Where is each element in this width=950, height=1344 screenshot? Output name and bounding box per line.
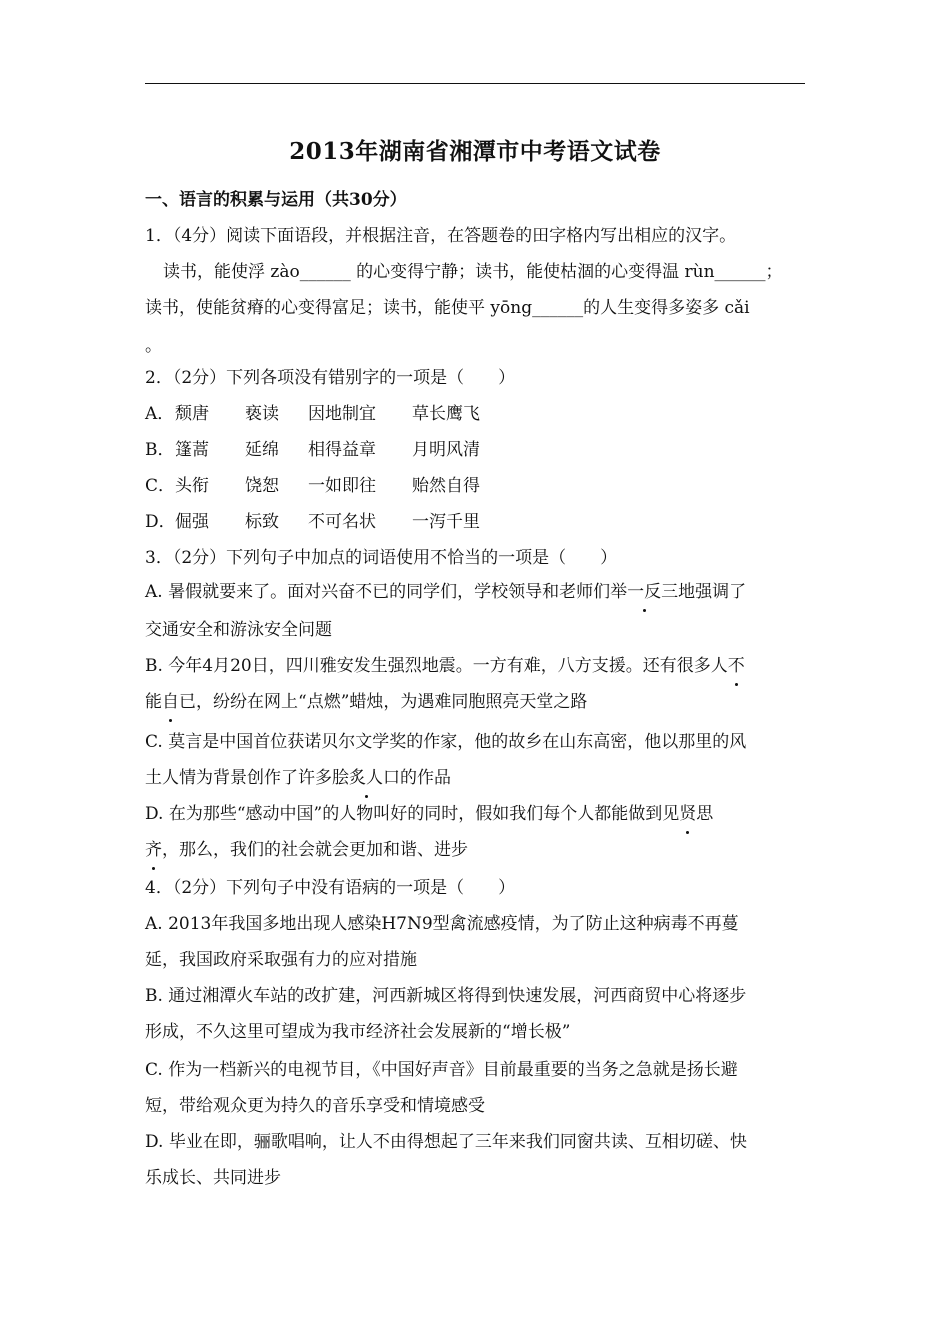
option-word: 不可名状 — [308, 512, 376, 532]
option-word: 延绵 — [245, 440, 279, 460]
top-rule — [145, 83, 805, 84]
q3-option-b-line2 — [145, 690, 587, 714]
option-label: D． — [145, 512, 176, 532]
option-label: C． — [145, 476, 176, 496]
option-word: 月明风清 — [412, 440, 480, 460]
q4-option-d-line2: 乐成长、共同进步 — [145, 1168, 281, 1188]
option-word: 倔强 — [175, 512, 209, 532]
option-word: 草长鹰飞 — [412, 404, 480, 424]
q4-option-d-line1: D. 毕业在即，骊歌唱响，让人不由得想起了三年来我们同窗共读、互相切磋、快 — [145, 1132, 747, 1152]
q4-option-c-line2: 短，带给观众更为持久的音乐享受和情境感受 — [145, 1096, 485, 1116]
q4-option-b-line1: B. 通过湘潭火车站的改扩建，河西新城区将得到快速发展，河西商贸中心将逐步 — [145, 986, 747, 1006]
q2-option-a — [145, 402, 480, 426]
q1-stem: 1．（4分）阅读下面语段，并根据注音，在答题卷的田字格内写出相应的汉字。 — [145, 226, 737, 246]
text: 的作品 — [400, 768, 451, 788]
option-word: 亵读 — [245, 404, 279, 424]
q3-stem: 3．（2分）下列句子中加点的词语使用不恰当的一项是（ ） — [145, 548, 618, 568]
text: 地强调了 — [678, 582, 747, 602]
option-word: 相得益章 — [308, 440, 376, 460]
option-word: 一如即往 — [308, 476, 376, 496]
text: ，纷纷在网上“点燃”蜡烛，为遇难同胞照亮天堂之路 — [196, 692, 588, 712]
dotted-phrase: 能自已 — [145, 692, 196, 712]
q4-option-a-line1: A. 2013年我国多地出现人感染H7N9型禽流感疫情，为了防止这种病毒不再蔓 — [145, 914, 739, 934]
q4-option-b-line2: 形成，不久这里可望成为我市经济社会发展新的“增长极” — [145, 1022, 571, 1042]
dotted-phrase: 脍炙人口 — [332, 768, 400, 788]
option-word: 饶恕 — [245, 476, 279, 496]
q4-option-c-line1: C. 作为一档新兴的电视节目，《中国好声音》目前最重要的当务之急就是扬长避 — [145, 1060, 738, 1080]
q4-stem: 4．（2分）下列句子中没有语病的一项是（ ） — [145, 878, 516, 898]
option-word: 一泻千里 — [412, 512, 480, 532]
option-word: 贻然自得 — [412, 476, 480, 496]
q3-option-c-line2 — [145, 766, 451, 790]
q3-option-d-line2 — [145, 838, 468, 862]
q4-option-a-line2: 延，我国政府采取强有力的应对措施 — [145, 950, 417, 970]
q1-passage-line2: 读书，使能贫瘠的心变得富足；读书，能使平 yōng______的人生变得多姿多 cǎi — [145, 298, 750, 318]
text: B. 今年4月20日，四川雅安发生强烈地震。一方有难，八方支援。还有很多人 — [145, 656, 728, 676]
q3-option-a-line1 — [145, 580, 746, 604]
q3-option-d-line1 — [145, 802, 713, 826]
page-title: 2013年湖南省湘潭市中考语文试卷 — [289, 138, 661, 165]
q3-option-a-line2: 交通安全和游泳安全问题 — [145, 620, 332, 640]
dotted-phrase: 齐 — [145, 840, 162, 860]
q3-option-b-line1 — [145, 654, 745, 678]
q1-passage-line1: 读书，能使浮 zào______ 的心变得宁静；读书，能使枯涸的心变得温 rùn______； — [163, 262, 783, 282]
option-label: B． — [145, 440, 175, 460]
q2-option-d — [145, 510, 480, 534]
option-word: 颓唐 — [175, 404, 209, 424]
option-word: 头衔 — [175, 476, 209, 496]
section-heading: 一、语言的积累与运用（共30分） — [145, 190, 407, 210]
option-word: 标致 — [245, 512, 279, 532]
q2-option-c — [145, 474, 480, 498]
text: ，那么，我们的社会就会更加和谐、进步 — [162, 840, 468, 860]
dotted-phrase: 不 — [727, 656, 745, 676]
text: 土人情为背景创作了许多 — [145, 768, 332, 788]
q2-option-b — [145, 438, 480, 462]
q3-option-c-line1: C. 莫言是中国首位获诺贝尔文学奖的作家，他的故乡在山东高密，他以那里的风 — [145, 732, 747, 752]
q2-stem: 2．（2分）下列各项没有错别字的一项是（ ） — [145, 368, 516, 388]
text: A. 暑假就要来了。面对兴奋不已的同学们，学校领导和老师们 — [145, 582, 611, 602]
q1-passage-line3: 。 — [145, 336, 162, 356]
option-label: A． — [145, 404, 175, 424]
dotted-phrase: 举一反三 — [610, 582, 679, 602]
dotted-phrase: 见贤思 — [662, 804, 714, 824]
option-word: 篷蒿 — [175, 440, 209, 460]
text: D. 在为那些“感动中国”的人物叫好的同时，假如我们每个人都能做到 — [145, 804, 663, 824]
option-word: 因地制宜 — [308, 404, 376, 424]
